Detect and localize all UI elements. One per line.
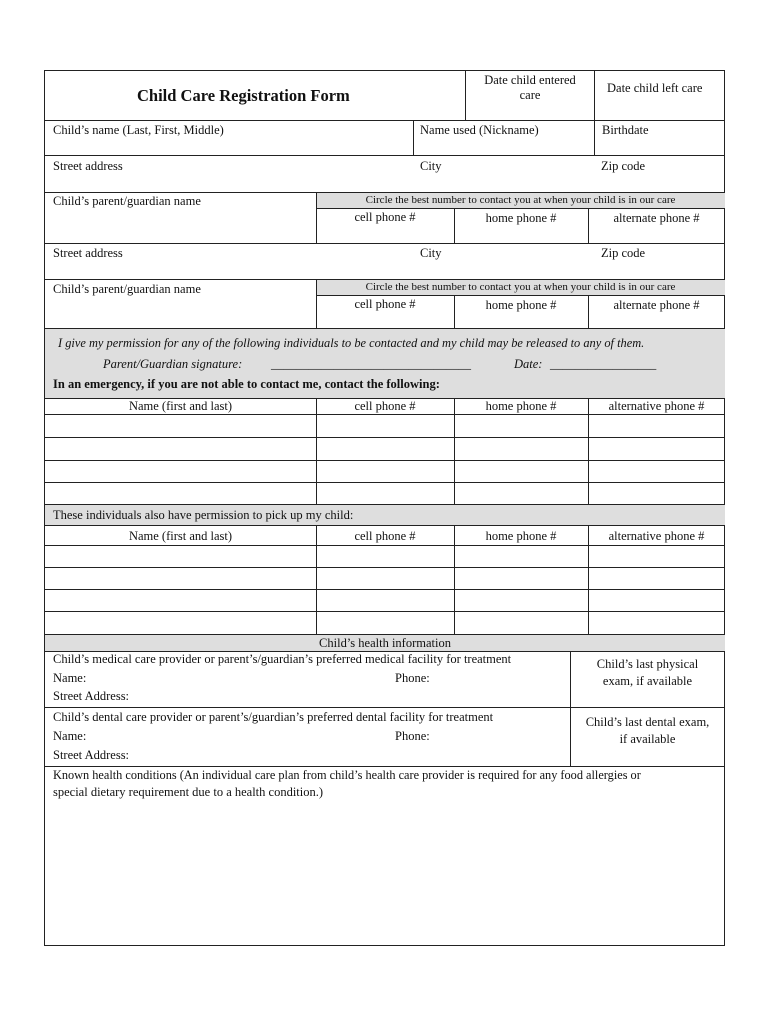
parent-name-label: Child’s parent/guardian name: [53, 194, 201, 208]
health-header: Child’s health information: [319, 636, 451, 650]
last-physical-label-line2: exam, if available: [602, 674, 693, 688]
zip-label: Zip code: [601, 246, 646, 260]
birthdate-label: Birthdate: [602, 123, 649, 137]
cell-column-header: cell phone #: [354, 529, 416, 543]
parent-name-label: Child’s parent/guardian name: [53, 282, 201, 296]
cell-phone-label: cell phone #: [354, 297, 416, 311]
health-conditions-label: Known health conditions (An individual care plan from child’s health care provider is required for any food allergies or: [53, 768, 641, 782]
date-entered-label: Date child entered care: [484, 73, 576, 102]
street-address-label: Street address: [53, 246, 123, 260]
home-phone-label: home phone #: [485, 298, 557, 312]
registration-form: [44, 70, 725, 946]
signature-label: Parent/Guardian signature:: [103, 357, 243, 371]
emergency-instruction: In an emergency, if you are not able to contact me, contact the following:: [53, 377, 440, 391]
date-line[interactable]: _________________: [550, 357, 657, 371]
cell-phone-label: cell phone #: [354, 210, 416, 224]
health-conditions-label-line2: special dietary requirement due to a health condition.): [53, 785, 324, 799]
home-phone-label: home phone #: [485, 211, 557, 225]
dental-street-label: Street Address:: [53, 748, 130, 762]
signature-line[interactable]: ________________________________: [271, 357, 471, 371]
contact-note: Circle the best number to contact you at when your child is in our care: [365, 281, 676, 293]
zip-label: Zip code: [601, 159, 646, 173]
child-name-label: Child’s name (Last, First, Middle): [53, 123, 224, 137]
last-dental-exam-label-line2: if available: [619, 732, 676, 746]
name-column-header: Name (first and last): [128, 529, 233, 543]
contact-note: Circle the best number to contact you at when your child is in our care: [365, 194, 676, 206]
name-column-header: Name (first and last): [128, 399, 233, 413]
alternate-phone-label: alternate phone #: [613, 211, 700, 225]
last-physical-label: Child’s last physical: [596, 657, 699, 671]
medical-street-label: Street Address:: [53, 689, 130, 703]
home-column-header: home phone #: [485, 529, 557, 543]
last-dental-exam-label: Child’s last dental exam,: [585, 715, 710, 729]
alternate-phone-label: alternate phone #: [613, 298, 700, 312]
pickup-statement: These individuals also have permission to pick up my child:: [53, 508, 354, 522]
alt-column-header: alternative phone #: [608, 529, 705, 543]
permission-statement: I give my permission for any of the following individuals to be contacted and my child may be released to any of them.: [58, 336, 645, 350]
city-label: City: [420, 159, 442, 173]
street-address-label: Street address: [53, 159, 123, 173]
city-label: City: [420, 246, 442, 260]
dental-provider-label: Child’s dental care provider or parent’s/guardian’s preferred dental facility for treatment: [53, 710, 494, 724]
medical-provider-label: Child’s medical care provider or parent’s/guardian’s preferred medical facility for treatment: [53, 652, 512, 666]
cell-column-header: cell phone #: [354, 399, 416, 413]
nickname-label: Name used (Nickname): [420, 123, 539, 137]
date-label: Date:: [514, 357, 543, 371]
date-left-label: Date child left care: [607, 81, 703, 95]
dental-phone-label: Phone:: [395, 729, 430, 743]
medical-phone-label: Phone:: [395, 671, 430, 685]
form-title: Child Care Registration Form: [137, 86, 350, 105]
home-column-header: home phone #: [485, 399, 557, 413]
medical-name-label: Name:: [53, 671, 87, 685]
dental-name-label: Name:: [53, 729, 87, 743]
alt-column-header: alternative phone #: [608, 399, 705, 413]
